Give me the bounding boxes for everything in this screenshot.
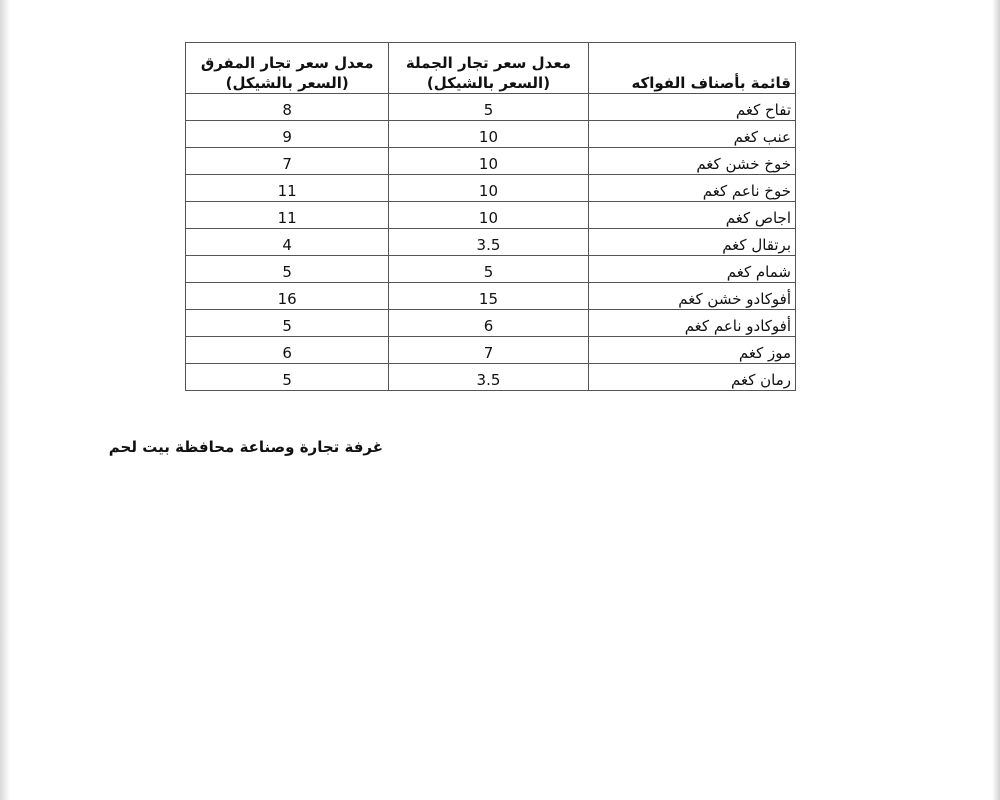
- wholesale-price-cell: 7: [389, 337, 588, 364]
- header-fruit-list-label: قائمة بأصناف الفواكه: [631, 74, 791, 92]
- fruit-name-cell: برتقال كغم: [588, 229, 795, 256]
- retail-price-cell: 11: [186, 175, 389, 202]
- fruit-name-cell: شمام كغم: [588, 256, 795, 283]
- retail-price-cell: 5: [186, 364, 389, 391]
- retail-price-cell: 11: [186, 202, 389, 229]
- wholesale-price-cell: 3.5: [389, 229, 588, 256]
- retail-price-cell: 16: [186, 283, 389, 310]
- organization-name: غرفة تجارة وصناعة محافظة بيت لحم: [108, 438, 383, 456]
- header-retail-label: معدل سعر تجار المفرق: [200, 54, 374, 72]
- table-row: [186, 364, 796, 391]
- page-edge-shadow-right: [992, 0, 1000, 800]
- fruit-name-cell: اجاص كغم: [588, 202, 795, 229]
- retail-price-cell: 9: [186, 121, 389, 148]
- table-row: [186, 283, 796, 310]
- fruit-name-cell: موز كغم: [588, 337, 795, 364]
- header-fruit-list: [588, 43, 795, 94]
- wholesale-price-cell: 3.5: [389, 364, 588, 391]
- header-wholesale-label: معدل سعر تجار الجملة: [405, 54, 572, 72]
- table-row: [186, 148, 796, 175]
- wholesale-price-cell: 10: [389, 121, 588, 148]
- retail-price-cell: 7: [186, 148, 389, 175]
- table-row: [186, 121, 796, 148]
- table-row: [186, 175, 796, 202]
- retail-price-cell: 6: [186, 337, 389, 364]
- header-retail-price: [186, 43, 389, 94]
- header-wholesale-unit: (السعر بالشيكل): [426, 74, 551, 92]
- table-row: [186, 310, 796, 337]
- fruit-name-cell: أفوكادو خشن كغم: [588, 283, 795, 310]
- retail-price-cell: 5: [186, 256, 389, 283]
- table-row: [186, 94, 796, 121]
- table-row: [186, 256, 796, 283]
- wholesale-price-cell: 10: [389, 175, 588, 202]
- retail-price-cell: 5: [186, 310, 389, 337]
- table-body: [186, 94, 796, 391]
- header-wholesale-price: [389, 43, 588, 94]
- table-row: [186, 202, 796, 229]
- wholesale-price-cell: 10: [389, 202, 588, 229]
- fruit-name-cell: عنب كغم: [588, 121, 795, 148]
- header-retail-unit: (السعر بالشيكل): [225, 74, 349, 92]
- retail-price-cell: 4: [186, 229, 389, 256]
- wholesale-price-cell: 5: [389, 94, 588, 121]
- wholesale-price-cell: 10: [389, 148, 588, 175]
- fruit-price-table: [185, 42, 796, 391]
- table-row: [186, 337, 796, 364]
- wholesale-price-cell: 5: [389, 256, 588, 283]
- fruit-name-cell: تفاح كغم: [588, 94, 795, 121]
- page-edge-shadow-left: [0, 0, 10, 800]
- wholesale-price-cell: 6: [389, 310, 588, 337]
- table-row: [186, 229, 796, 256]
- fruit-name-cell: خوخ خشن كغم: [588, 148, 795, 175]
- fruit-name-cell: رمان كغم: [588, 364, 795, 391]
- fruit-name-cell: خوخ ناعم كغم: [588, 175, 795, 202]
- fruit-name-cell: أفوكادو ناعم كغم: [588, 310, 795, 337]
- retail-price-cell: 8: [186, 94, 389, 121]
- wholesale-price-cell: 15: [389, 283, 588, 310]
- table-header-row: [186, 43, 796, 94]
